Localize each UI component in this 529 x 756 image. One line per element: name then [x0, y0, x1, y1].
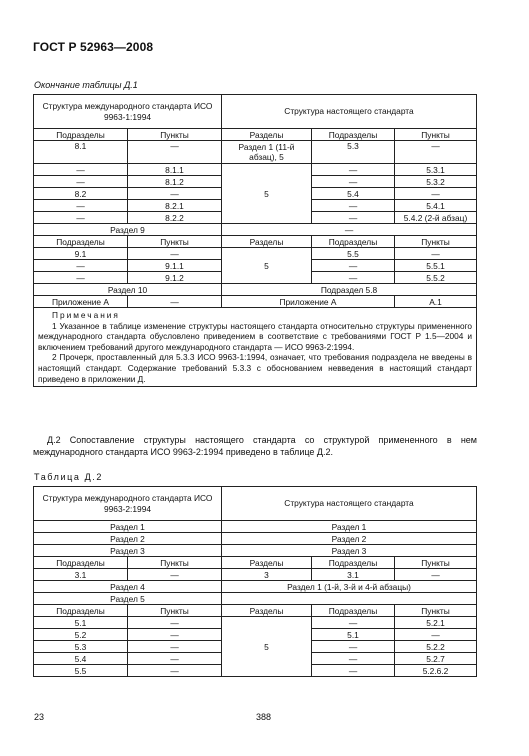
note-1: 1 Указанное в таблице изменение структуры настоящего стандарта относительно структуры примененного международного стандарта обусловлено приведением в соответствие с требованиями ГОСТ Р 1.5—2004 и включением требований другого международного стандарта — ИСО 9963-2:1994. [38, 320, 473, 352]
table-d1-continuation [33, 94, 477, 387]
table-d2-caption: Таблица Д.2 [34, 472, 103, 482]
section-row-left: Раздел 10 [34, 284, 222, 296]
column-header: Пункты [128, 129, 222, 141]
table-cell: — [34, 272, 128, 284]
table-cell: — [395, 569, 477, 581]
table-cell: — [312, 260, 395, 272]
table-cell: — [312, 164, 395, 176]
column-header: Подразделы [34, 129, 128, 141]
column-header: Подразделы [34, 605, 128, 617]
section-row-left: Раздел 4 [34, 581, 222, 593]
table-cell: — [312, 665, 395, 677]
table-cell: — [312, 617, 395, 629]
section-row-right: Раздел 3 [222, 545, 477, 557]
section-row-left: Раздел 2 [34, 533, 222, 545]
table-cell: — [34, 200, 128, 212]
table-cell: 5.2 [34, 629, 128, 641]
table-cell: 9.1.2 [128, 272, 222, 284]
column-header: Пункты [395, 236, 477, 248]
table-cell: 5.1 [312, 629, 395, 641]
table-cell: — [128, 141, 222, 164]
table-cell: 8.1.1 [128, 164, 222, 176]
column-header: Пункты [395, 557, 477, 569]
column-header: Разделы [222, 129, 312, 141]
section-row-right: Подраздел 5.8 [222, 284, 477, 296]
section-row-right: Раздел 2 [222, 533, 477, 545]
table-cell: — [312, 200, 395, 212]
section-row-left: Раздел 3 [34, 545, 222, 557]
column-header: Разделы [222, 605, 312, 617]
table-cell: Приложение А [222, 296, 395, 308]
table-cell: А.1 [395, 296, 477, 308]
notes-title: Примечания [52, 310, 120, 320]
table-cell: — [128, 296, 222, 308]
table-cell: — [34, 176, 128, 188]
table-cell: — [128, 188, 222, 200]
column-header: Разделы [222, 236, 312, 248]
table-cell: — [34, 260, 128, 272]
table-head-right: Структура настоящего стандарта [222, 487, 477, 521]
table-head-left: Структура международного стандарта ИСО 9963-2:1994 [34, 487, 222, 521]
column-header: Подразделы [312, 236, 395, 248]
column-header: Подразделы [34, 236, 128, 248]
table-cell: 8.1.2 [128, 176, 222, 188]
table-cell: — [128, 569, 222, 581]
table-cell: — [128, 665, 222, 677]
table-cell: 3 [222, 569, 312, 581]
section-row-left: Раздел 1 [34, 521, 222, 533]
table-cell: — [34, 212, 128, 224]
column-header: Подразделы [34, 557, 128, 569]
table-cell: 9.1 [34, 248, 128, 260]
table-cell-merged: 5 [222, 164, 312, 224]
table-cell: — [128, 641, 222, 653]
table-cell: 3.1 [312, 569, 395, 581]
column-header: Пункты [128, 236, 222, 248]
table-cell: 5.3 [312, 141, 395, 164]
table-cell: 5.4.2 (2-й абзац) [395, 212, 477, 224]
table-d2 [33, 486, 477, 677]
table-notes [34, 308, 477, 387]
table-cell: 5.4 [34, 653, 128, 665]
table-cell: Раздел 1 (11-й абзац), 5 [222, 141, 312, 164]
note-2: 2 Прочерк, проставленный для 5.3.3 ИСО 9963-1:1994, означает, что требования подраздела не введены в настоящий стандарт. Содержание требований 5.3.3 с обоснованием невведения в настоящий стандарт приведено в приложении Д. [38, 352, 473, 384]
table-cell: — [395, 141, 477, 164]
table-cell: 5.1 [34, 617, 128, 629]
table-cell: 5.2.2 [395, 641, 477, 653]
table-cell: 5.3.1 [395, 164, 477, 176]
table-cell: 3.1 [34, 569, 128, 581]
table-cell: 8.2 [34, 188, 128, 200]
column-header: Пункты [128, 605, 222, 617]
table-cell: — [395, 188, 477, 200]
section-row-left: Раздел 5 [34, 593, 222, 605]
section-row-left: Раздел 9 [34, 224, 222, 236]
table-cell: 5.3.2 [395, 176, 477, 188]
table-cell: 5.2.1 [395, 617, 477, 629]
table-head-right: Структура настоящего стандарта [222, 95, 477, 129]
table-cell: 5.2.7 [395, 653, 477, 665]
table-cell: 8.2.2 [128, 212, 222, 224]
table-cell: — [128, 248, 222, 260]
table-cell: — [34, 164, 128, 176]
column-header: Пункты [395, 129, 477, 141]
table-cell: 5.5 [34, 665, 128, 677]
table-cell: 5.5.1 [395, 260, 477, 272]
sheet-number: 388 [256, 712, 272, 722]
table-cell: 5.3 [34, 641, 128, 653]
column-header: Подразделы [312, 129, 395, 141]
table-cell: — [312, 176, 395, 188]
section-row-right: — [222, 224, 477, 236]
section-row-right: Раздел 1 [222, 521, 477, 533]
table-cell-merged: 5 [222, 248, 312, 284]
table-cell: — [128, 617, 222, 629]
table-head-left: Структура международного стандарта ИСО 9963-1:1994 [34, 95, 222, 129]
table-cell: — [128, 653, 222, 665]
section-row-right: Раздел 1 (1-й, 3-й и 4-й абзацы) [222, 581, 477, 593]
table-cell-merged: 5 [222, 617, 312, 677]
column-header: Подразделы [312, 557, 395, 569]
table-cell: 5.5 [312, 248, 395, 260]
table-cell: — [395, 248, 477, 260]
table-cell: 8.2.1 [128, 200, 222, 212]
table-cell: 5.5.2 [395, 272, 477, 284]
section-row-right [222, 593, 477, 605]
table-cell: 5.2.6.2 [395, 665, 477, 677]
column-header: Разделы [222, 557, 312, 569]
table-cell: — [312, 641, 395, 653]
table-cell: — [312, 212, 395, 224]
table-cell: 8.1 [34, 141, 128, 164]
table-cell: 5.4.1 [395, 200, 477, 212]
column-header: Подразделы [312, 605, 395, 617]
table-cell: — [128, 629, 222, 641]
table-cell: — [395, 629, 477, 641]
paragraph-d2: Д.2 Сопоставление структуры настоящего стандарта со структурой примененного в нем международного стандарта ИСО 9963-2:1994 приведено в таблице Д.2. [33, 435, 477, 457]
table-cell: 5.4 [312, 188, 395, 200]
table-cell: Приложение А [34, 296, 128, 308]
column-header: Пункты [128, 557, 222, 569]
table-cell: — [312, 653, 395, 665]
column-header: Пункты [395, 605, 477, 617]
document-header: ГОСТ Р 52963—2008 [33, 40, 154, 54]
table-cell: 9.1.1 [128, 260, 222, 272]
table-continuation-caption: Окончание таблицы Д.1 [34, 80, 138, 90]
page-number: 23 [34, 712, 45, 722]
table-cell: — [312, 272, 395, 284]
